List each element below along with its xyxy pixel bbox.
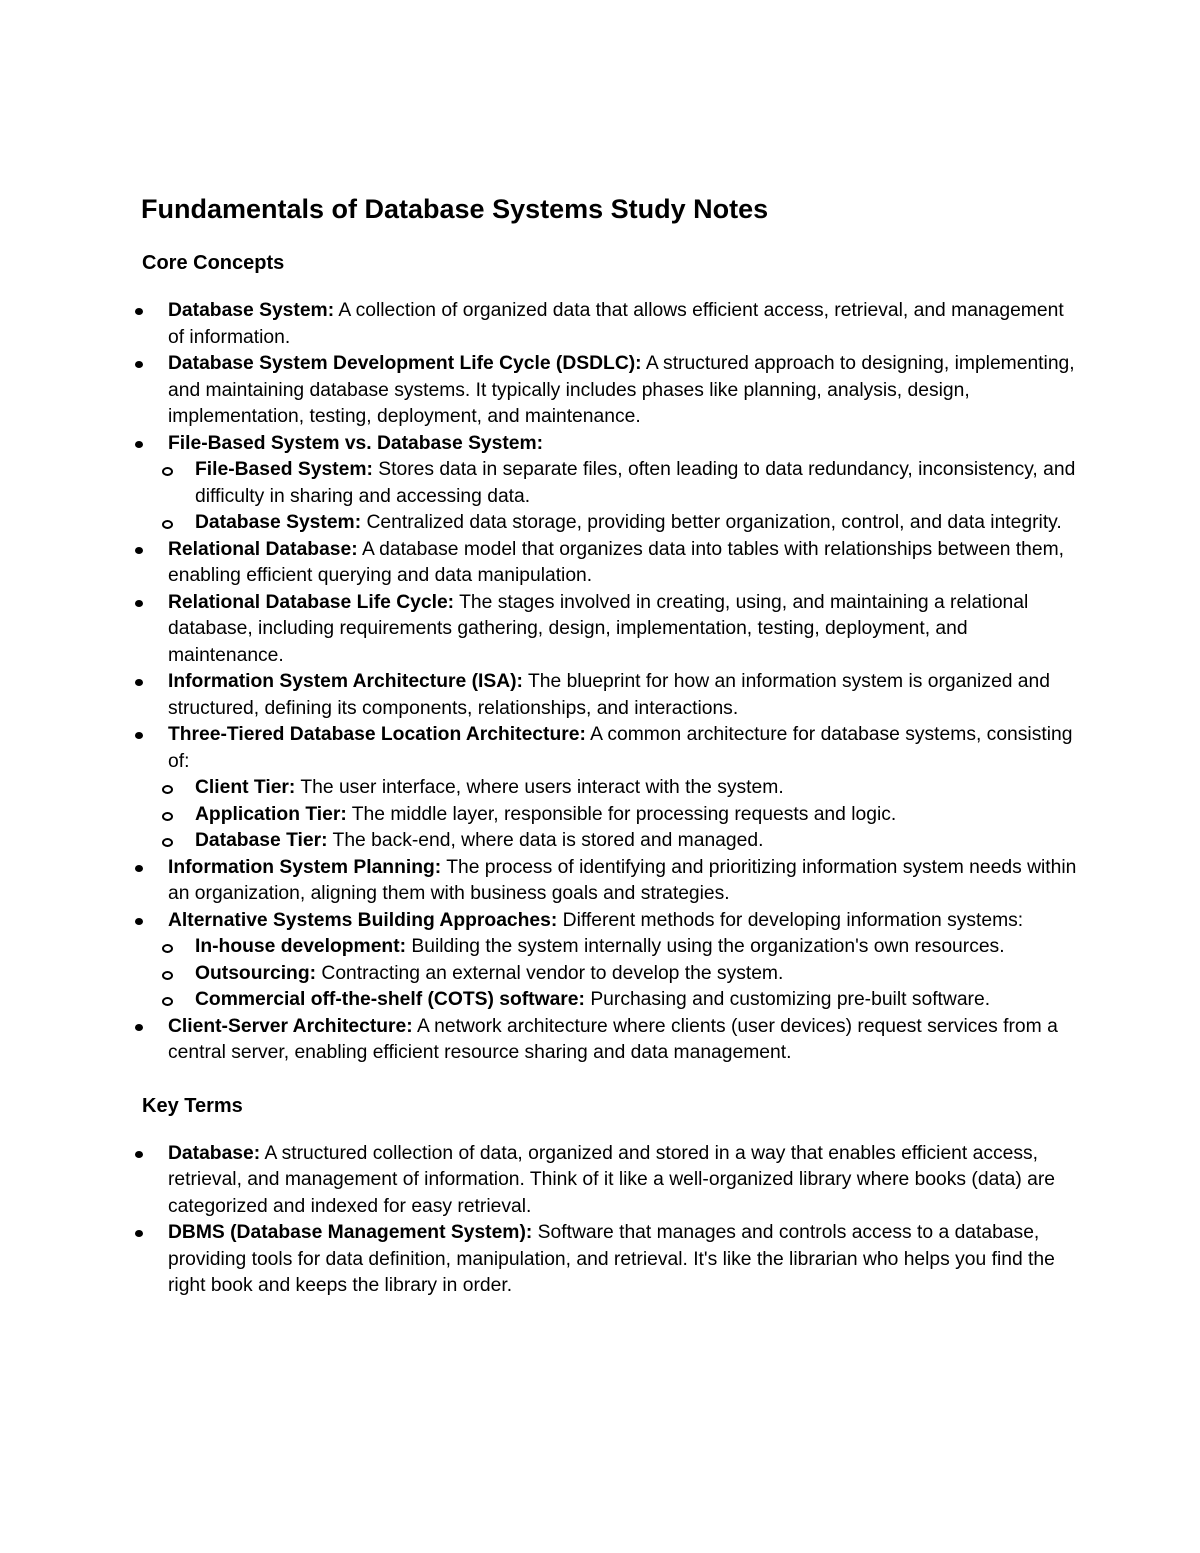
term-description: A structured collection of data, organized and stored in a way that enables efficient access, retrieval, and management of information. Think of it like a well-organized library where books (data) are categorized and indexed for easy retrieval. [168,1142,1056,1217]
term-description: The blueprint for how an information system is organized and structured, defining its components, relationships, and interactions. [168,671,1050,719]
sub-term-description: The user interface, where users interact with the system. [300,777,784,798]
bullet-icon [135,855,145,882]
list-item [141,537,1081,590]
bullet-icon [135,590,145,617]
term-label: DBMS (Database Management System): [168,1222,533,1243]
list-item [141,431,1081,458]
bullet-list [141,298,1081,1067]
bullet-icon [135,1220,145,1247]
term-description: Software that manages and controls access to a database, providing tools for data definition, manipulation, and retrieval. It's like the librarian who helps you find the right book and keeps the library in order. [168,1222,1055,1296]
bullet-icon [135,537,145,564]
list-item [141,1141,1081,1221]
list-item [141,855,1081,908]
bullet-icon [135,1141,145,1168]
bullet-icon [135,908,145,935]
sub-list-item [168,934,1081,961]
term-description: A database model that organizes data into tables with relationships between them, enabling efficient querying and data manipulation. [168,538,1065,586]
sub-term-description: Contracting an external vendor to develop the system. [321,962,784,984]
document-title: Fundamentals of Database Systems Study Notes [141,194,769,224]
sub-term-description: Stores data in separate files, often leading to data redundancy, inconsistency, and difficulty in sharing and accessing data. [195,459,1076,507]
bullet-icon [135,431,145,458]
sub-term-label: Client Tier: [195,777,296,798]
bullet-icon [135,669,145,696]
list-item [141,351,1081,431]
bullet-icon [135,722,145,749]
bullet-icon [135,1014,145,1041]
term-label: Relational Database: [168,538,358,560]
sub-term-label: Database System: [195,512,362,533]
term-label: Client-Server Architecture: [168,1015,413,1037]
term-label: File-Based System vs. Database System: [168,432,544,454]
term-label: Relational Database Life Cycle: [168,591,455,613]
sub-list-item [168,775,1081,802]
hollow-bullet-icon [162,457,174,484]
sub-term-label: File-Based System: [195,459,373,480]
list-item [141,722,1081,775]
sub-term-label: Outsourcing: [195,962,317,984]
section-heading: Core Concepts [142,252,285,274]
term-label: Database System: [168,300,335,321]
sub-term-label: Commercial off-the-shelf (COTS) software: [195,989,585,1010]
hollow-bullet-icon [162,510,174,537]
term-description: A structured approach to designing, implementing, and maintaining database systems. It typically includes phases like planning, analysis, design, implementation, testing, deployment, and maintenance. [168,353,1075,427]
term-description: A common architecture for database systems, consisting of: [168,724,1073,772]
sub-list [141,934,1081,1014]
list-item [141,908,1081,935]
sub-list [141,775,1081,855]
sub-list-item [168,457,1081,510]
list-item [141,1014,1081,1067]
bullet-icon [135,351,145,378]
list-item [141,1220,1081,1300]
bullet-icon [135,298,145,325]
list-item [141,590,1081,670]
sub-term-description: The back-end, where data is stored and managed. [332,830,764,851]
term-description: The stages involved in creating, using, and maintaining a relational database, including requirements gathering, design, implementation, testing, deployment, and maintenance. [168,591,1029,666]
sub-term-description: Building the system internally using the organization's own resources. [411,936,1005,957]
sub-term-description: Centralized data storage, providing better organization, control, and data integrity. [366,512,1062,533]
hollow-bullet-icon [162,961,174,988]
sub-list-item [168,510,1081,537]
term-description: Different methods for developing information systems: [562,909,1024,931]
term-description: A network architecture where clients (user devices) request services from a central server, enabling efficient resource sharing and data management. [168,1015,1058,1063]
document-body [141,250,1081,1300]
term-label: Database System Development Life Cycle (DSDLC): [168,353,642,374]
sub-term-label: Application Tier: [195,803,347,825]
sub-list-item [168,828,1081,855]
hollow-bullet-icon [162,775,174,802]
hollow-bullet-icon [162,828,174,855]
term-label: Information System Architecture (ISA): [168,671,523,692]
list-item [141,669,1081,722]
document-page [141,193,1081,1300]
term-label: Three-Tiered Database Location Architecture: [168,724,586,745]
list-item [141,298,1081,351]
sub-list-item [168,961,1081,988]
hollow-bullet-icon [162,987,174,1014]
hollow-bullet-icon [162,934,174,961]
sub-list-item [168,987,1081,1014]
hollow-bullet-icon [162,802,174,829]
sub-term-label: Database Tier: [195,830,328,851]
sub-list [141,457,1081,537]
sub-term-description: The middle layer, responsible for processing requests and logic. [351,803,897,825]
sub-term-description: Purchasing and customizing pre-built software. [590,989,991,1010]
sub-list-item [168,802,1081,829]
term-description: A collection of organized data that allows efficient access, retrieval, and management of information. [168,300,1064,348]
term-label: Information System Planning: [168,856,442,878]
term-label: Database: [168,1142,261,1164]
bullet-list [141,1141,1081,1300]
section-heading: Key Terms [142,1094,243,1117]
sub-term-label: In-house development: [195,936,407,957]
term-description: The process of identifying and prioritizing information system needs within an organization, aligning them with business goals and strategies. [168,856,1077,904]
term-label: Alternative Systems Building Approaches: [168,909,558,931]
